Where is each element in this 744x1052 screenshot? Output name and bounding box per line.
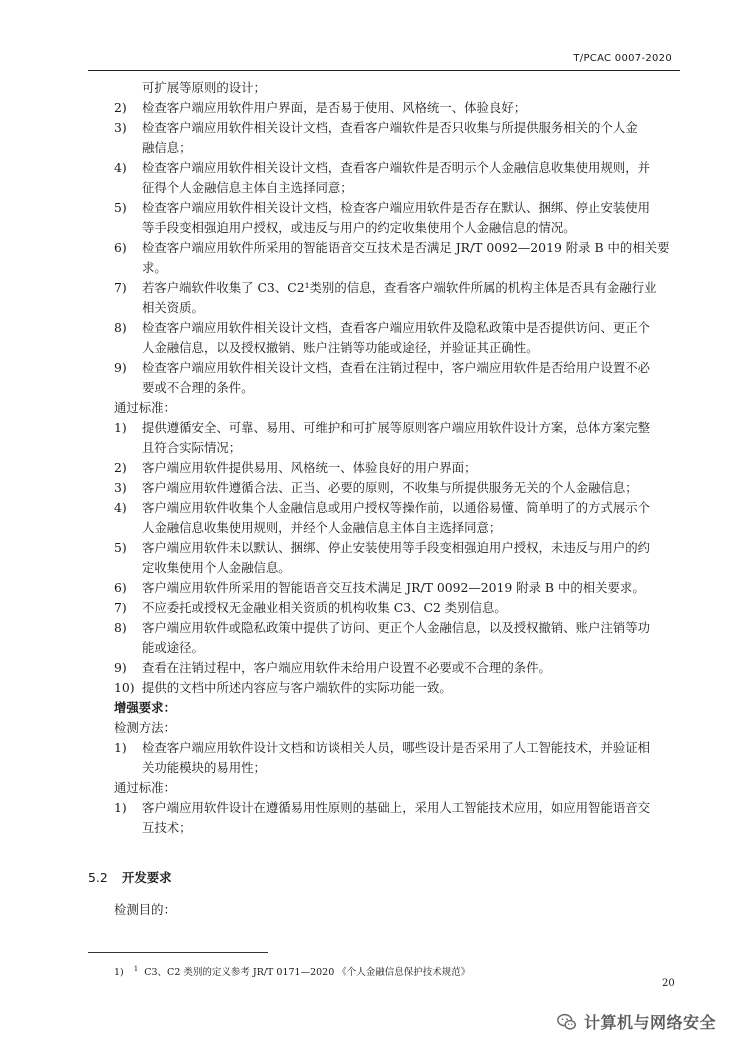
list-item <box>114 498 684 538</box>
list-item <box>114 598 684 618</box>
item-number: 2) <box>114 460 127 475</box>
item-number: 3) <box>114 120 127 135</box>
item-text-line: 检查客户端应用软件相关设计文档，检查客户端应用软件是否存在默认、捆绑、停止安装使用 <box>142 200 651 215</box>
footnote-marker: 1) <box>114 967 124 979</box>
pass-criteria-label-2: 通过标准： <box>114 780 176 795</box>
item-number: 5) <box>114 540 127 555</box>
list-item <box>114 418 684 458</box>
item-text <box>142 618 684 658</box>
watermark <box>556 1010 716 1033</box>
item-text-line: 检查客户端应用软件所采用的智能语音交互技术是否满足 JR/T 0092—2019 附录 B 中的相关要 <box>142 240 670 255</box>
item-number: 10) <box>114 680 135 695</box>
item-text <box>142 538 684 578</box>
wechat-icon <box>556 1011 578 1033</box>
item-text-line: 提供遵循安全、可靠、易用、可维护和可扩展等原则客户端应用软件设计方案，总体方案完整 <box>142 420 651 435</box>
item-text-line: 相关资质。 <box>142 300 204 315</box>
item-text-line: 求。 <box>142 260 167 275</box>
list-item <box>114 478 684 498</box>
item-text-line: 客户端应用软件设计在遵循易用性原则的基础上，采用人工智能技术应用，如应用智能语音交 <box>142 800 651 815</box>
list-item <box>114 658 684 678</box>
item-text <box>142 158 684 198</box>
item-text-line: 若客户端软件收集了 C3、C2¹类别的信息，查看客户端软件所属的机构主体是否具有金融行业 <box>142 280 657 295</box>
list-item <box>114 278 684 318</box>
list-item <box>114 738 684 778</box>
footnote-text: C3、C2 类别的定义参考 JR/T 0171—2020 《个人金融信息保护技术规范》 <box>144 967 471 979</box>
list-item <box>114 118 684 158</box>
item-text <box>142 658 684 678</box>
item-text <box>142 118 684 158</box>
item-text <box>142 498 684 538</box>
item-text-line: 定收集使用个人金融信息。 <box>142 560 291 575</box>
page-number: 20 <box>662 978 675 989</box>
item-text <box>142 278 684 318</box>
item-number: 8) <box>114 620 127 635</box>
item-text <box>142 98 684 118</box>
item-text <box>142 598 684 618</box>
item-text-line: 能或途径。 <box>142 640 204 655</box>
footnote <box>114 962 470 980</box>
item-text-line: 检查客户端应用软件设计文档和访谈相关人员，哪些设计是否采用了人工智能技术，并验证相 <box>142 740 651 755</box>
item-text-line: 检查客户端应用软件相关设计文档，查看客户端应用软件及隐私政策中是否提供访问、更正个 <box>142 320 651 335</box>
item-text-line: 客户端应用软件遵循合法、正当、必要的原则，不收集与所提供服务无关的个人金融信息； <box>142 480 638 495</box>
item-number: 7) <box>114 280 127 295</box>
enhanced-pass-list <box>114 798 684 838</box>
footnote-divider <box>88 952 268 953</box>
item-number: 4) <box>114 160 127 175</box>
item-number: 6) <box>114 240 127 255</box>
item-text-line: 人金融信息收集使用规则，并经个人金融信息主体自主选择同意； <box>142 520 502 535</box>
list-item <box>114 578 684 598</box>
item-text-line: 客户端应用软件或隐私政策中提供了访问、更正个人金融信息，以及授权撤销、账户注销等功 <box>142 620 651 635</box>
item-text-line: 检查客户端应用软件相关设计文档，查看客户端软件是否明示个人金融信息收集使用规则，并 <box>142 160 651 175</box>
list-item <box>114 618 684 658</box>
list-item <box>114 238 684 278</box>
pass-criteria-label: 通过标准： <box>114 400 176 415</box>
item-number: 1) <box>114 740 127 755</box>
item-text <box>142 318 684 358</box>
item-text <box>142 198 684 238</box>
item-number: 1) <box>114 800 127 815</box>
list-item <box>114 198 684 238</box>
check-item-list <box>114 98 684 398</box>
item-text-line: 客户端应用软件收集个人金融信息或用户授权等操作前，以通俗易懂、简单明了的方式展示个 <box>142 500 651 515</box>
item-text-line: 关功能模块的易用性； <box>142 760 266 775</box>
item-text-line: 客户端应用软件所采用的智能语音交互技术满足 JR/T 0092—2019 附录 B 中的相关要求。 <box>142 580 645 595</box>
item-text-line: 客户端应用软件未以默认、捆绑、停止安装使用等手段变相强迫用户授权，未违反与用户的约 <box>142 540 651 555</box>
item-text <box>142 678 684 698</box>
list-item <box>114 158 684 198</box>
item-text-line: 且符合实际情况； <box>142 440 242 455</box>
item-text-line: 不应委托或授权无金融业相关资质的机构收集 C3、C2 类别信息。 <box>142 600 507 615</box>
watermark-text: 计算机与网络安全 <box>584 1013 717 1032</box>
footnote-superscript: 1 <box>133 965 139 973</box>
item-number: 2) <box>114 100 127 115</box>
list-item <box>114 98 684 118</box>
item-text-line: 等手段变相强迫用户授权，或违反与用户的约定收集使用个人金融信息的情况。 <box>142 220 576 235</box>
test-purpose-label: 检测目的： <box>114 902 176 917</box>
item-text-line: 提供的文档中所述内容应与客户端软件的实际功能一致。 <box>142 680 452 695</box>
item-text-line: 征得个人金融信息主体自主选择同意； <box>142 180 353 195</box>
item-number: 5) <box>114 200 127 215</box>
item-number: 7) <box>114 600 127 615</box>
item-text-line: 互技术； <box>142 820 192 835</box>
item-number: 6) <box>114 580 127 595</box>
list-item <box>114 538 684 578</box>
item-text-line: 要或不合理的条件。 <box>142 380 254 395</box>
continuation-text: 可扩展等原则的设计； <box>142 80 266 95</box>
list-item <box>114 458 684 478</box>
item-text <box>142 578 684 598</box>
item-number: 1) <box>114 420 127 435</box>
item-text <box>142 358 684 398</box>
item-number: 9) <box>114 660 127 675</box>
list-item <box>114 318 684 358</box>
item-text <box>142 738 684 778</box>
item-text <box>142 418 684 458</box>
enhanced-requirements-heading: 增强要求： <box>114 700 176 715</box>
pass-criteria-list <box>114 418 684 698</box>
test-method-label: 检测方法： <box>114 720 176 735</box>
section-title: 开发要求 <box>121 870 172 885</box>
item-text-line: 人金融信息，以及授权撤销、账户注销等功能或途径，并验证其正确性。 <box>142 340 539 355</box>
item-text <box>142 458 684 478</box>
list-item <box>114 358 684 398</box>
section-number: 5.2 <box>88 870 108 885</box>
item-text-line: 融信息； <box>142 140 192 155</box>
item-text-line: 查看在注销过程中，客户端应用软件未给用户设置不必要或不合理的条件。 <box>142 660 551 675</box>
item-number: 3) <box>114 480 127 495</box>
item-text <box>142 798 684 838</box>
item-number: 8) <box>114 320 127 335</box>
item-text-line: 客户端应用软件提供易用、风格统一、体验良好的用户界面； <box>142 460 477 475</box>
item-text <box>142 238 684 278</box>
document-code: T/PCAC 0007-2020 <box>573 53 672 64</box>
item-text-line: 检查客户端应用软件相关设计文档，查看在注销过程中，客户端应用软件是否给用户设置不必 <box>142 360 651 375</box>
item-text-line: 检查客户端应用软件用户界面，是否易于使用、风格统一、体验良好； <box>142 100 527 115</box>
section-heading <box>88 868 172 888</box>
page-header <box>88 53 680 71</box>
main-content <box>114 78 684 838</box>
list-item <box>114 798 684 838</box>
item-number: 4) <box>114 500 127 515</box>
item-number: 9) <box>114 360 127 375</box>
enhanced-check-list <box>114 738 684 778</box>
item-text-line: 检查客户端应用软件相关设计文档，查看客户端软件是否只收集与所提供服务相关的个人金 <box>142 120 638 135</box>
item-text <box>142 478 684 498</box>
list-item <box>114 678 684 698</box>
